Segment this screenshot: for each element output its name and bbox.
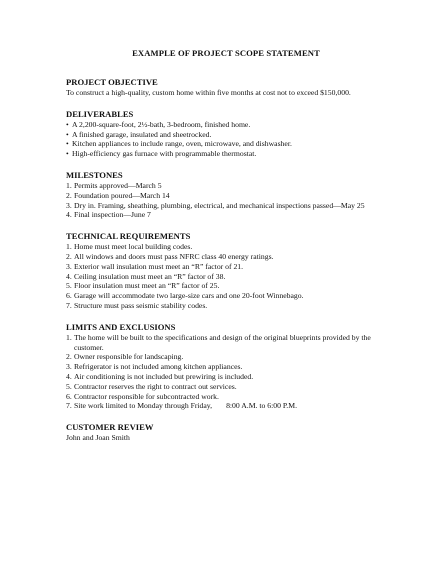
list-item [66,401,386,411]
list-item-text: Contractor responsible for subcontracted work. [74,391,219,401]
list-number: 1. [66,242,72,252]
list-item-text: Exterior wall insulation must meet an “R” factor of 21. [74,261,244,271]
list-item-text: Structure must pass seismic stability codes. [74,300,208,310]
list-item [66,281,386,291]
list-number: 1. [66,332,72,342]
list-item-content [74,401,386,411]
list-number: 7. [66,401,72,411]
section-heading: CUSTOMER REVIEW [66,422,154,433]
list-item [66,272,386,282]
section-heading: MILESTONES [66,169,123,180]
list-number: 5. [66,381,72,391]
list-item [66,210,386,220]
list-number: 6. [66,391,72,401]
list-number: 2. [66,251,72,261]
document-title: EXAMPLE OF PROJECT SCOPE STATEMENT [132,48,320,58]
document-page [66,48,386,454]
list-item-text: Home must meet local building codes. [74,242,193,252]
list-item [66,252,386,262]
section-heading: TECHNICAL REQUIREMENTS [66,231,191,242]
list-item [66,201,386,211]
bullet-icon: • [66,149,69,159]
bullet-icon: • [66,129,69,139]
list-item [66,130,386,140]
list-item [66,362,386,372]
bullet-icon: • [66,119,69,129]
list-number: 4. [66,271,72,281]
list-item [66,242,386,252]
list-number: 2. [66,190,72,200]
customer-names: John and Joan Smith [66,433,130,443]
limits-list [66,333,386,411]
section-technical-requirements [66,231,386,311]
list-item-text: A 2,200-square-foot, 2½-bath, 3-bedroom, finished home. [72,119,251,129]
list-item-text: Owner responsible for landscaping. [74,352,184,362]
section-heading: PROJECT OBJECTIVE [66,77,158,87]
work-hours: 8:00 A.M. to 6:00 P.M. [226,401,297,411]
list-item [66,149,386,159]
list-item-text: Garage will accommodate two large-size cars and one 20-foot Winnebago. [74,291,304,301]
list-item [66,301,386,311]
list-number: 4. [66,210,72,220]
section-heading: DELIVERABLES [66,108,134,119]
list-item-text: High-efficiency gas furnace with programmable thermostat. [72,149,257,159]
list-number: 6. [66,291,72,301]
list-item-text: Ceiling insulation must meet an “R” factor of 38. [74,271,226,281]
list-item-text: The home will be built to the specifications and design of the original blueprints provided by the customer. [74,332,371,352]
list-item-text: Contractor reserves the right to contract out services. [74,381,237,391]
list-number: 3. [66,200,72,210]
section-heading: LIMITS AND EXCLUSIONS [66,321,176,332]
list-item [66,372,386,382]
list-item-text: All windows and doors must pass NFRC class 40 energy ratings. [74,251,274,261]
section-milestones [66,170,386,220]
section-project-objective [66,77,386,98]
section-limits-exclusions [66,322,386,411]
list-number: 3. [66,261,72,271]
list-item [66,291,386,301]
list-item [66,352,386,362]
list-number: 3. [66,362,72,372]
list-item-text: Final inspection—June 7 [74,210,151,220]
objective-text: To construct a high-quality, custom home within five months at cost not to exceed $150,000. [66,88,351,97]
bullet-icon: • [66,139,69,149]
list-number: 2. [66,352,72,362]
list-item [66,262,386,272]
list-item-text: Foundation poured—March 14 [74,190,170,200]
list-item-text: Dry in. Framing, sheathing, plumbing, electrical, and mechanical inspections passed—May 25 [74,200,365,210]
list-item-text: Floor insulation must meet an “R” factor of 25. [74,281,220,291]
list-item-text: A finished garage, insulated and sheetrocked. [72,129,212,139]
list-item [66,120,386,130]
list-number: 4. [66,371,72,381]
list-item [66,191,386,201]
list-item [66,139,386,149]
milestones-list [66,181,386,220]
section-deliverables [66,109,386,159]
deliverables-list [66,120,386,159]
list-item-text: Kitchen appliances to include range, oven, microwave, and dishwasher. [72,139,292,149]
list-item [66,392,386,402]
section-customer-review [66,422,386,443]
list-number: 1. [66,180,72,190]
list-item-text: Permits approved—March 5 [74,180,162,190]
list-number: 7. [66,300,72,310]
list-item-text: Refrigerator is not included among kitchen appliances. [74,362,243,372]
list-item-text: Site work limited to Monday through Friday, [74,401,213,411]
list-item [66,382,386,392]
list-item [66,333,386,353]
technical-list [66,242,386,311]
list-number: 5. [66,281,72,291]
list-item [66,181,386,191]
list-item-text: Air conditioning is not included but prewiring is included. [74,371,254,381]
